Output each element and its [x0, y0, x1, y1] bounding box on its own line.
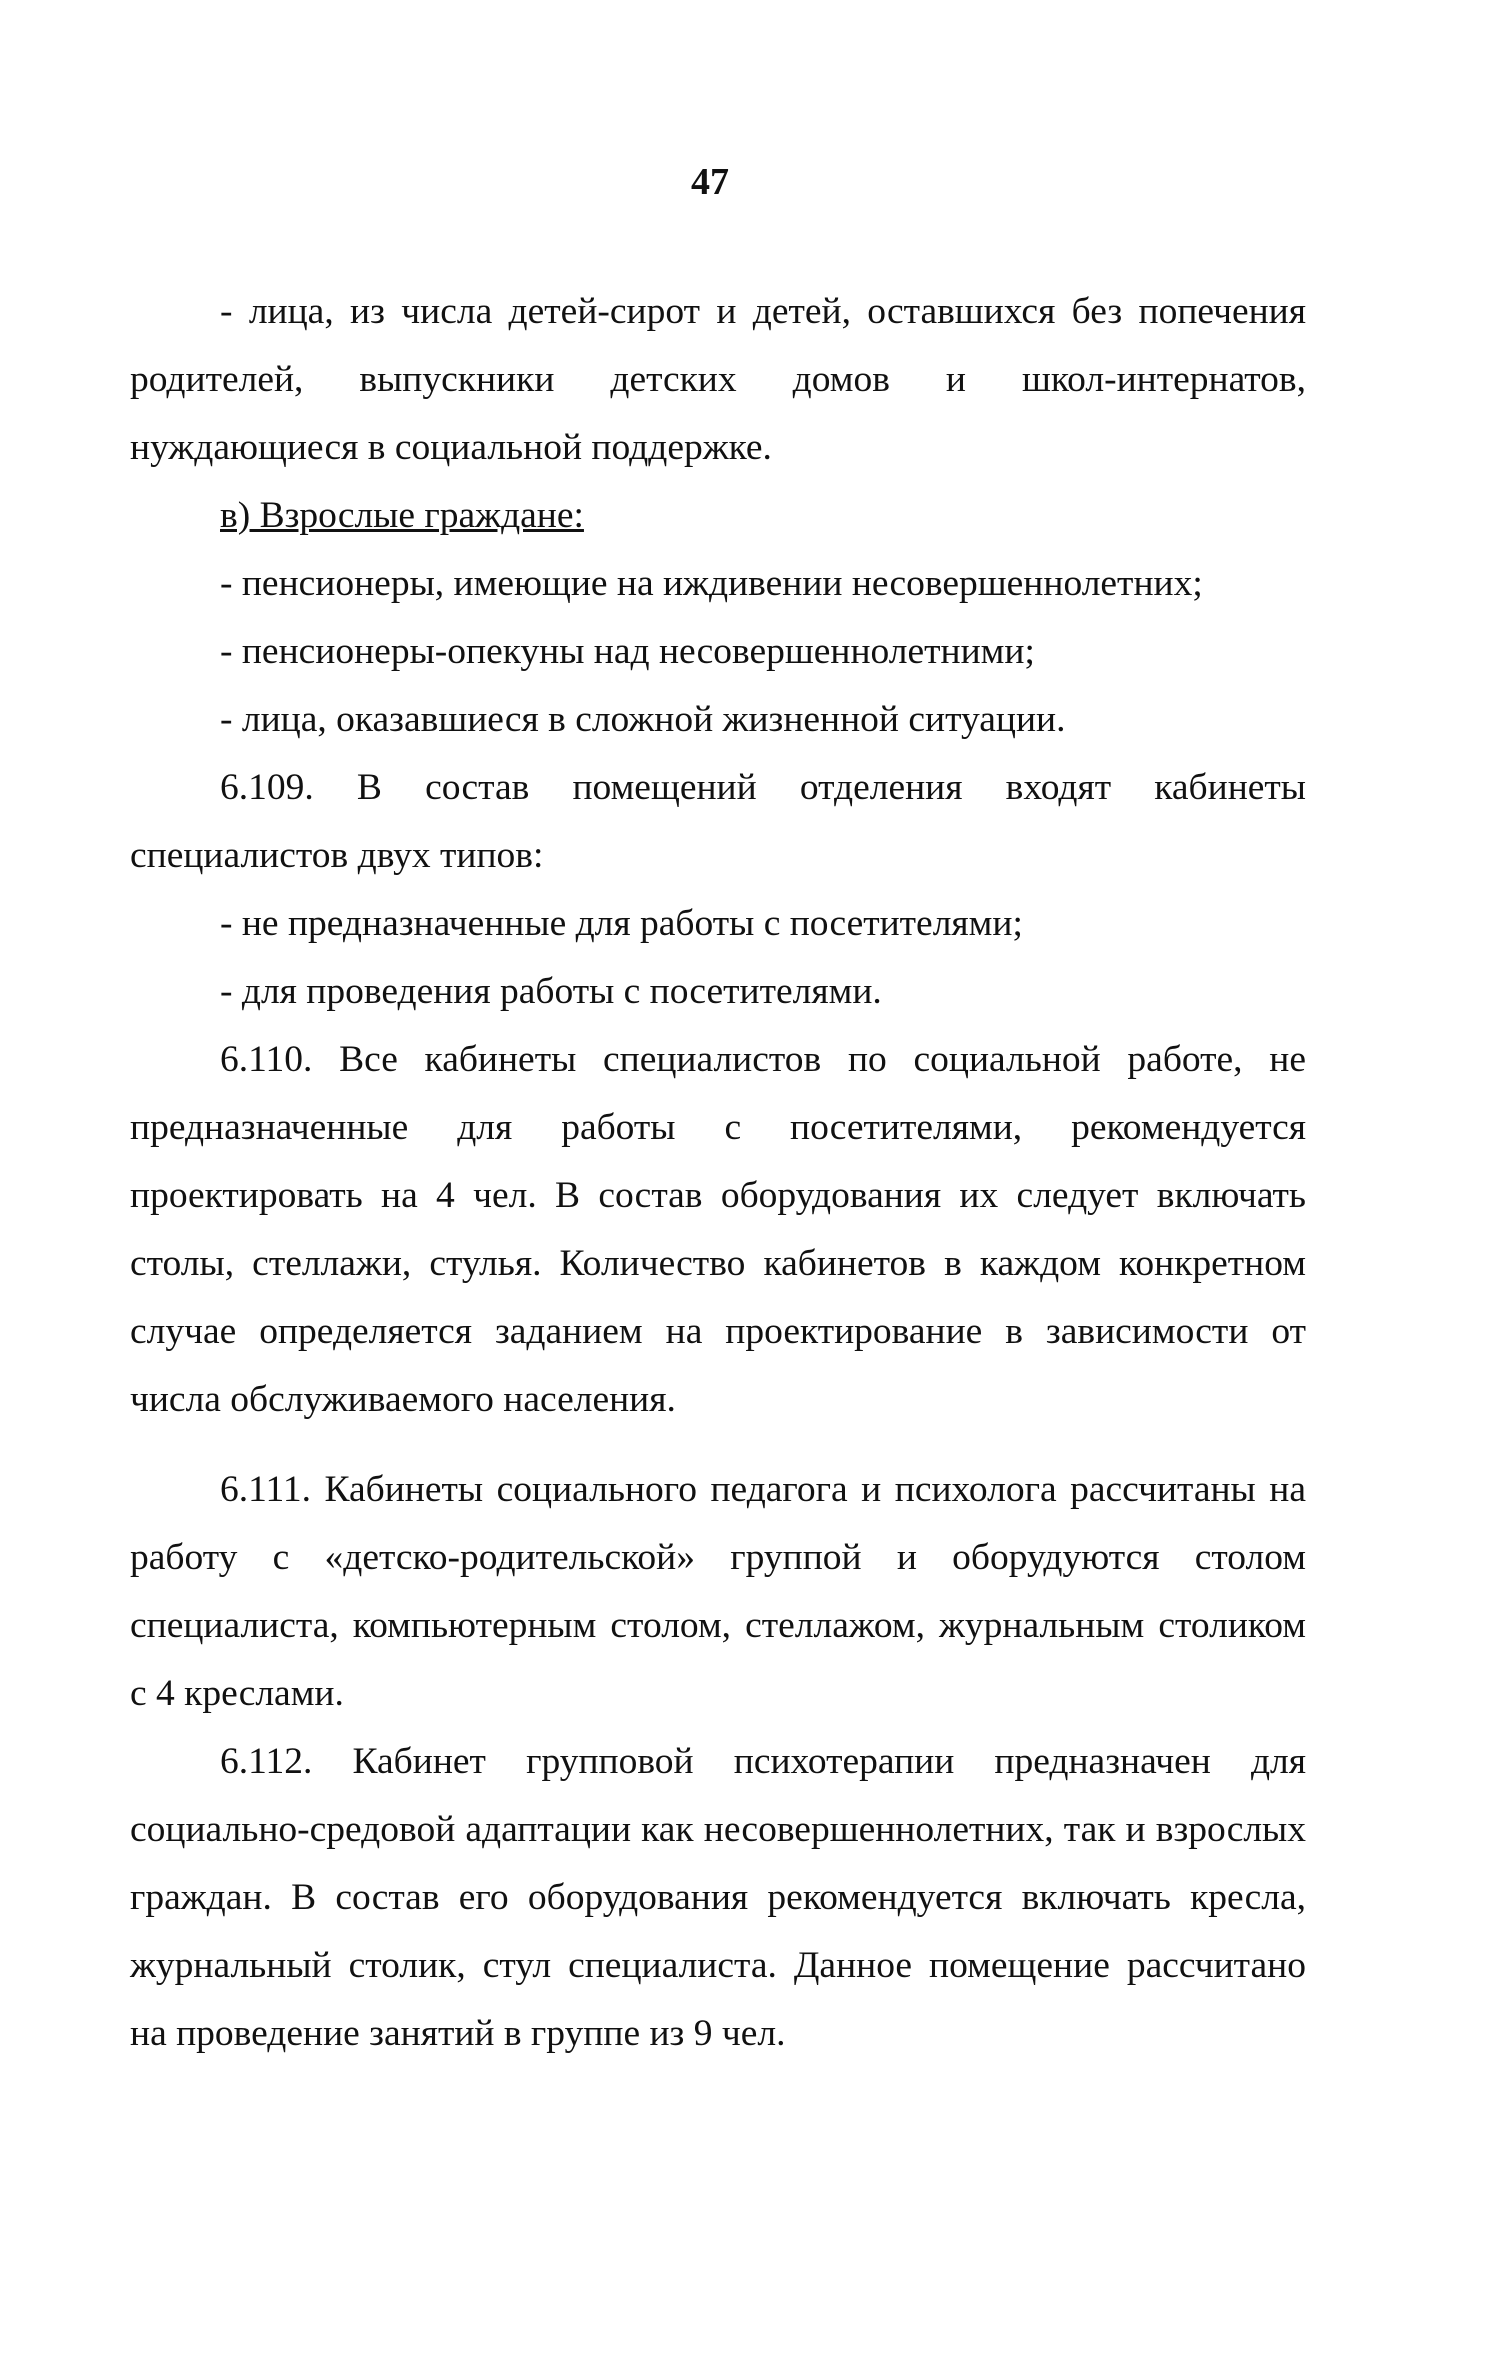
list-item-difficult-situation: - лица, оказавшиеся в сложной жизненной ситуации.	[220, 699, 1066, 740]
paragraph-6-109: 6.109. В состав помещений отделения входят кабинеты специалистов двух типов:	[130, 767, 1306, 876]
paragraph-orphans: - лица, из числа детей-сирот и детей, оставшихся без попечения родителей, выпускники детских домов и школ-интернатов, нуждающиеся в социальной поддержке.	[130, 291, 1306, 468]
list-item-pensioners-dependents: - пенсионеры, имеющие на иждивении несовершеннолетних;	[220, 563, 1203, 604]
list-item-no-visitors: - не предназначенные для работы с посетителями;	[220, 903, 1023, 944]
document-body	[130, 278, 1306, 2068]
paragraph-6-111: 6.111. Кабинеты социального педагога и психолога рассчитаны на работу с «детско-родительской» группой и оборудуются столом специалиста, компьютерным столом, стеллажом, журнальным столиком с 4 креслами.	[130, 1469, 1306, 1714]
list-item-pensioners-guardians: - пенсионеры-опекуны над несовершеннолетними;	[220, 631, 1035, 672]
subheading-adults: в) Взрослые граждане:	[220, 495, 584, 536]
paragraph-6-112: 6.112. Кабинет групповой психотерапии предназначен для социально-средовой адаптации как несовершеннолетних, так и взрослых граждан. В состав его оборудования рекомендуется включать кресла, журнальный столик, стул специалиста. Данное помещение рассчитано на проведение занятий в группе из 9 чел.	[130, 1741, 1306, 2054]
paragraph-6-110: 6.110. Все кабинеты специалистов по социальной работе, не предназначенные для работы с посетителями, рекомендуется проектировать на 4 чел. В состав оборудования их следует включать столы, стеллажи, стулья. Количество кабинетов в каждом конкретном случае определяется заданием на проектирование в зависимости от числа обслуживаемого населения.	[130, 1039, 1306, 1420]
list-item-with-visitors: - для проведения работы с посетителями.	[220, 971, 882, 1012]
page-number: 47	[691, 161, 729, 203]
